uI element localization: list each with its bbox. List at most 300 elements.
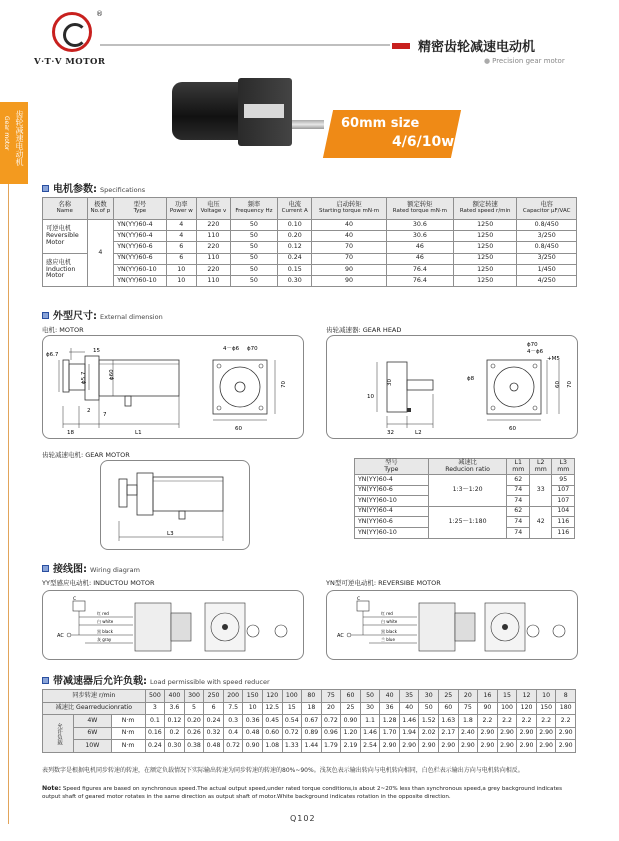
motor-photo-body bbox=[172, 82, 242, 140]
shaft-type-cell: YN(YY)60-4 bbox=[355, 506, 429, 517]
load-speed-label: 同步转速 r/min bbox=[43, 690, 146, 703]
shaft-header-cell bbox=[529, 459, 552, 475]
dim-label: 60 bbox=[555, 381, 561, 388]
load-value-cell: 2.90 bbox=[497, 740, 517, 753]
dim-label: 30 bbox=[387, 379, 393, 386]
load-power-row bbox=[43, 727, 576, 740]
gearhead-drawing bbox=[326, 335, 578, 439]
load-speed-cell: 100 bbox=[282, 690, 302, 703]
load-speed-cell: 80 bbox=[302, 690, 322, 703]
load-value-cell: 1.46 bbox=[360, 727, 380, 740]
specs-cell: 4 bbox=[166, 220, 196, 231]
table-row bbox=[355, 475, 575, 486]
specs-cell: 110 bbox=[197, 231, 231, 242]
load-power-row bbox=[43, 715, 576, 728]
footnote-en: Note: Speed figures are based on synchronous speed.The actual output speed,under rated torque conditions,is about 2~20% less than synchronous speed,a grey background indicates output shaft of geared motor rotates in the same direction as output shaft of motor.White background indicates rotation in the opposite direction. bbox=[42, 785, 562, 800]
svg-text:AC: AC bbox=[337, 633, 344, 639]
load-value-cell: 0.24 bbox=[204, 715, 224, 728]
dim-label: 32 bbox=[387, 430, 394, 436]
svg-text:白 white: 白 white bbox=[97, 619, 114, 624]
dim-label: ϕ60 bbox=[109, 369, 115, 380]
load-ratio-cell: 20 bbox=[321, 702, 341, 715]
shaft-type-cell: YN(YY)60-6 bbox=[355, 485, 429, 496]
shaft-ratio-cell: 1:25～1:180 bbox=[428, 506, 507, 538]
cell-cn: 频率 bbox=[247, 200, 261, 208]
specs-cell: 1250 bbox=[454, 242, 517, 253]
load-speed-row bbox=[43, 690, 576, 703]
dim-label: +M5 bbox=[547, 356, 560, 362]
specs-poles-cell: 4 bbox=[87, 220, 114, 287]
dim-label: 10 bbox=[367, 394, 374, 400]
specs-cell: 70 bbox=[312, 242, 386, 253]
cell-en: Type bbox=[384, 465, 399, 473]
load-value-cell: 2.2 bbox=[536, 715, 556, 728]
load-value-cell: 1.79 bbox=[321, 740, 341, 753]
specs-cell: 6 bbox=[166, 253, 196, 264]
load-speed-cell: 40 bbox=[380, 690, 400, 703]
shaft-l1-cell: 74 bbox=[507, 485, 530, 496]
specs-cell: 1250 bbox=[454, 231, 517, 242]
specs-cell: YN(YY)60-10 bbox=[114, 275, 166, 286]
specs-cell: 0.30 bbox=[278, 275, 312, 286]
svg-text:C: C bbox=[357, 597, 361, 602]
load-ratio-cell: 18 bbox=[302, 702, 322, 715]
gearmotor-caption: 齿轮减速电机: GEAR MOTOR bbox=[42, 451, 130, 459]
load-value-cell: 0.12 bbox=[165, 715, 185, 728]
load-ratio-cell: 150 bbox=[536, 702, 556, 715]
cell-en: No.of p bbox=[90, 208, 111, 215]
specs-cell: 1250 bbox=[454, 275, 517, 286]
load-value-cell: 2.90 bbox=[536, 727, 556, 740]
load-value-cell: 0.48 bbox=[204, 740, 224, 753]
cell-en: mm bbox=[512, 465, 525, 473]
specs-cell: 76.4 bbox=[386, 275, 453, 286]
load-speed-cell: 75 bbox=[321, 690, 341, 703]
registered-mark: ® bbox=[96, 10, 103, 18]
gearhead-caption: 齿轮减速器: GEAR HEAD bbox=[326, 326, 402, 334]
load-value-cell: 2.90 bbox=[399, 740, 419, 753]
specs-cell: 0.10 bbox=[278, 220, 312, 231]
section-square-icon bbox=[42, 677, 49, 684]
specs-header-cell bbox=[517, 198, 577, 220]
size-badge-line2: 4/6/10w bbox=[392, 134, 455, 150]
cell-en: mm bbox=[557, 465, 570, 473]
svg-text:灰 gray: 灰 gray bbox=[97, 637, 112, 642]
cell-en: Type bbox=[133, 208, 147, 215]
dim-label: 7 bbox=[103, 412, 107, 418]
cell-cn: L1 bbox=[514, 459, 522, 466]
dim-label: 70 bbox=[567, 381, 573, 388]
load-value-cell: 0.72 bbox=[321, 715, 341, 728]
load-value-cell: 2.90 bbox=[478, 740, 498, 753]
specs-cell: 50 bbox=[230, 275, 277, 286]
load-value-cell: 0.89 bbox=[302, 727, 322, 740]
load-value-cell: 0.32 bbox=[204, 727, 224, 740]
dim-label: ϕ8 bbox=[467, 376, 475, 382]
load-value-cell: 2.2 bbox=[497, 715, 517, 728]
table-row bbox=[43, 242, 577, 253]
load-value-cell: 0.90 bbox=[341, 715, 361, 728]
specs-cell: YN(YY)60-4 bbox=[114, 231, 166, 242]
load-value-cell: 1.20 bbox=[341, 727, 361, 740]
dim-label: ϕ5.7 bbox=[81, 371, 87, 384]
specs-name-text: 感应电机 bbox=[46, 258, 72, 266]
load-speed-cell: 12 bbox=[517, 690, 537, 703]
cell-cn: L2 bbox=[537, 459, 545, 466]
specs-cell: 1250 bbox=[454, 253, 517, 264]
load-value-cell: 0.96 bbox=[321, 727, 341, 740]
load-heading: 带减速器后允许负载: Load permissible with speed reducer bbox=[42, 672, 270, 687]
load-ratio-cell: 100 bbox=[497, 702, 517, 715]
load-value-cell: 1.52 bbox=[419, 715, 439, 728]
specs-cell: 90 bbox=[312, 275, 386, 286]
cell-en: Power w bbox=[169, 208, 193, 215]
specs-header-cell bbox=[87, 198, 114, 220]
specs-table bbox=[42, 197, 577, 287]
load-value-cell: 1.1 bbox=[360, 715, 380, 728]
load-value-cell: 2.54 bbox=[360, 740, 380, 753]
shaft-type-cell: YN(YY)60-10 bbox=[355, 527, 429, 538]
load-value-cell: 0.90 bbox=[243, 740, 263, 753]
load-value-cell: 1.33 bbox=[282, 740, 302, 753]
load-ratio-cell: 60 bbox=[439, 702, 459, 715]
load-value-cell: 1.28 bbox=[380, 715, 400, 728]
load-ratio-cell: 3 bbox=[145, 702, 165, 715]
specs-cell: 110 bbox=[197, 253, 231, 264]
specs-header-cell bbox=[454, 198, 517, 220]
load-value-cell: 2.19 bbox=[341, 740, 361, 753]
shaft-ratio-cell: 1:3～1:20 bbox=[428, 475, 507, 507]
header-rule bbox=[100, 44, 390, 46]
cell-cn: 极数 bbox=[94, 200, 107, 208]
specs-name-text: Induction bbox=[46, 265, 76, 273]
svg-text:C: C bbox=[73, 597, 77, 602]
specs-cell: 0.20 bbox=[278, 231, 312, 242]
specs-cell: 10 bbox=[166, 275, 196, 286]
load-value-cell: 0.30 bbox=[165, 740, 185, 753]
load-ratio-cell: 5 bbox=[184, 702, 204, 715]
page-number: Q102 bbox=[290, 814, 316, 823]
load-speed-cell: 250 bbox=[204, 690, 224, 703]
specs-cell: 0.15 bbox=[278, 264, 312, 275]
specs-cell: 46 bbox=[386, 242, 453, 253]
shaft-l3-cell: 116 bbox=[552, 517, 575, 528]
table-row bbox=[355, 506, 575, 517]
load-speed-cell: 20 bbox=[458, 690, 478, 703]
specs-cell: 30.6 bbox=[386, 220, 453, 231]
load-ratio-cell: 75 bbox=[458, 702, 478, 715]
specs-cell: 220 bbox=[197, 220, 231, 231]
load-value-cell: 0.36 bbox=[243, 715, 263, 728]
load-speed-cell: 150 bbox=[243, 690, 263, 703]
specs-name-text: Reversible bbox=[46, 231, 79, 239]
section-square-icon bbox=[42, 565, 49, 572]
load-speed-cell: 8 bbox=[556, 690, 576, 703]
wiring-right-diagram bbox=[326, 590, 578, 660]
shaft-type-cell: YN(YY)60-4 bbox=[355, 475, 429, 486]
load-speed-cell: 50 bbox=[360, 690, 380, 703]
table-row bbox=[43, 220, 577, 231]
specs-header-cell bbox=[278, 198, 312, 220]
specs-header-cell bbox=[166, 198, 196, 220]
load-unit: N·m bbox=[111, 727, 145, 740]
svg-text:黑 black: 黑 black bbox=[381, 629, 397, 634]
specs-header-cell bbox=[114, 198, 166, 220]
cell-cn: L3 bbox=[559, 459, 567, 466]
load-value-cell: 1.46 bbox=[399, 715, 419, 728]
specs-cell: 50 bbox=[230, 242, 277, 253]
dim-label: L3 bbox=[167, 531, 174, 537]
load-ratio-cell: 50 bbox=[419, 702, 439, 715]
svg-text:黑 black: 黑 black bbox=[97, 629, 113, 634]
cell-en: Reducion ratio bbox=[445, 465, 490, 473]
cell-en: Capacitor μF/VAC bbox=[522, 208, 571, 215]
specs-cell: 1250 bbox=[454, 264, 517, 275]
cell-cn: 额定转矩 bbox=[407, 200, 433, 208]
load-speed-cell: 60 bbox=[341, 690, 361, 703]
table-row bbox=[43, 253, 577, 264]
specs-cell: 10 bbox=[166, 264, 196, 275]
footnote-cn: 表列数字是根据电机同步转速的转速，在额定负载情况下实际输出转速为同步转速的转速的80%~90%。浅灰色表示输出转向与电机转向相同，白色栏表示输出方向与电机转向相反。 bbox=[42, 767, 524, 774]
table-row bbox=[43, 264, 577, 275]
load-value-cell: 2.90 bbox=[536, 740, 556, 753]
dimensions-heading: 外型尺寸: External dimension bbox=[42, 307, 163, 322]
load-ratio-cell: 180 bbox=[556, 702, 576, 715]
shaft-l3-cell: 95 bbox=[552, 475, 575, 486]
specs-cell: 40 bbox=[312, 220, 386, 231]
logo-mark-icon bbox=[52, 12, 92, 52]
specs-cell: 220 bbox=[197, 264, 231, 275]
dim-label: L1 bbox=[135, 430, 142, 436]
specs-cell: 4 bbox=[166, 231, 196, 242]
cell-en: Rated torque mN·m bbox=[392, 208, 447, 215]
load-value-cell: 0.2 bbox=[165, 727, 185, 740]
load-unit: N·m bbox=[111, 740, 145, 753]
load-ratio-cell: 120 bbox=[517, 702, 537, 715]
load-value-cell: 1.94 bbox=[399, 727, 419, 740]
section-square-icon bbox=[42, 312, 49, 319]
dim-label: 60 bbox=[509, 426, 516, 432]
specs-cell: YN(YY)60-6 bbox=[114, 242, 166, 253]
specs-name-text: Motor bbox=[46, 272, 65, 280]
load-ratio-cell: 12.5 bbox=[262, 702, 282, 715]
load-ratio-cell: 3.6 bbox=[165, 702, 185, 715]
shaft-l1-cell: 74 bbox=[507, 517, 530, 528]
specs-cell: 50 bbox=[230, 253, 277, 264]
cell-cn: 启动转矩 bbox=[336, 200, 362, 208]
load-value-cell: 0.4 bbox=[223, 727, 243, 740]
load-value-cell: 1.08 bbox=[262, 740, 282, 753]
gearmotor-drawing bbox=[100, 460, 250, 550]
svg-text:兰 blue: 兰 blue bbox=[381, 637, 395, 642]
wiring-heading: 接线图: Wiring diagram bbox=[42, 560, 140, 575]
load-value-cell: 1.63 bbox=[439, 715, 459, 728]
load-value-cell: 2.2 bbox=[517, 715, 537, 728]
dim-label: 15 bbox=[93, 348, 100, 354]
specs-name-cell bbox=[43, 220, 88, 254]
motor-photo-shaft bbox=[292, 120, 324, 129]
load-ratio-cell: 6 bbox=[204, 702, 224, 715]
specs-cell: 46 bbox=[386, 253, 453, 264]
cell-en: mm bbox=[534, 465, 547, 473]
load-value-cell: 0.3 bbox=[223, 715, 243, 728]
load-value-cell: 0.60 bbox=[262, 727, 282, 740]
specs-heading: 电机参数: Specifications bbox=[42, 180, 145, 195]
load-ratio-cell: 10 bbox=[243, 702, 263, 715]
specs-header-cell bbox=[197, 198, 231, 220]
load-speed-cell: 120 bbox=[262, 690, 282, 703]
specs-cell: 6 bbox=[166, 242, 196, 253]
load-value-cell: 2.90 bbox=[458, 740, 478, 753]
shaft-header-cell bbox=[507, 459, 530, 475]
specs-cell: 3/250 bbox=[517, 231, 577, 242]
load-speed-cell: 16 bbox=[478, 690, 498, 703]
load-value-cell: 2.2 bbox=[478, 715, 498, 728]
side-rule bbox=[8, 184, 9, 824]
cell-cn: 减速比 bbox=[458, 459, 477, 466]
load-value-cell: 2.90 bbox=[497, 727, 517, 740]
specs-cell: 50 bbox=[230, 220, 277, 231]
load-power-label: 10W bbox=[74, 740, 111, 753]
dim-label: ϕ70 bbox=[527, 342, 538, 348]
specs-cell: YN(YY)60-10 bbox=[114, 264, 166, 275]
header-accent bbox=[392, 43, 410, 49]
load-value-cell: 2.90 bbox=[419, 740, 439, 753]
svg-text:白 white: 白 white bbox=[381, 619, 398, 624]
specs-cell: YN(YY)60-6 bbox=[114, 253, 166, 264]
load-speed-cell: 200 bbox=[223, 690, 243, 703]
page-subtitle: ● Precision gear motor bbox=[484, 57, 565, 65]
load-value-cell: 2.90 bbox=[556, 740, 576, 753]
shaft-length-table bbox=[354, 458, 575, 539]
specs-header-cell bbox=[386, 198, 453, 220]
shaft-type-cell: YN(YY)60-10 bbox=[355, 496, 429, 507]
specs-cell: 1250 bbox=[454, 220, 517, 231]
specs-header-cell bbox=[230, 198, 277, 220]
wiring-left-diagram bbox=[42, 590, 304, 660]
specs-cell: 0.8/450 bbox=[517, 220, 577, 231]
load-speed-cell: 25 bbox=[439, 690, 459, 703]
load-value-cell: 2.02 bbox=[419, 727, 439, 740]
shaft-l1-cell: 62 bbox=[507, 475, 530, 486]
specs-cell: YN(YY)60-4 bbox=[114, 220, 166, 231]
load-value-cell: 0.72 bbox=[282, 727, 302, 740]
shaft-l1-cell: 74 bbox=[507, 496, 530, 507]
load-speed-cell: 15 bbox=[497, 690, 517, 703]
wiring-right-caption: YN型可逆电动机: REVERSIBE MOTOR bbox=[326, 579, 441, 587]
wiring-left-caption: YY型感应电动机: INDUCTOU MOTOR bbox=[42, 579, 155, 587]
shaft-l2-cell: 33 bbox=[529, 475, 552, 507]
shaft-header-cell bbox=[428, 459, 507, 475]
cell-cn: 电流 bbox=[288, 200, 302, 208]
svg-text:红 red: 红 red bbox=[97, 611, 109, 616]
load-value-cell: 0.26 bbox=[184, 727, 204, 740]
page-title: 精密齿轮减速电动机 bbox=[418, 40, 536, 55]
load-power-row bbox=[43, 740, 576, 753]
load-value-cell: 0.20 bbox=[184, 715, 204, 728]
specs-header-cell bbox=[43, 198, 88, 220]
specs-cell: 4/250 bbox=[517, 275, 577, 286]
specs-cell: 3/250 bbox=[517, 253, 577, 264]
cell-cn: 电容 bbox=[540, 200, 553, 208]
side-tab-cn: 齿轮减速电动机 bbox=[15, 110, 24, 166]
load-power-label: 6W bbox=[74, 727, 111, 740]
specs-cell: 70 bbox=[312, 253, 386, 264]
specs-cell: 1/450 bbox=[517, 264, 577, 275]
dim-label: 60 bbox=[235, 426, 242, 432]
specs-cell: 220 bbox=[197, 242, 231, 253]
specs-cell: 0.12 bbox=[278, 242, 312, 253]
motor-photo-label bbox=[244, 104, 284, 118]
specs-name-text: Motor bbox=[46, 238, 65, 246]
table-row bbox=[43, 231, 577, 242]
specs-cell: 50 bbox=[230, 264, 277, 275]
specs-cell: 76.4 bbox=[386, 264, 453, 275]
cell-en: Frequency Hz bbox=[235, 208, 273, 215]
specs-name-text: 可逆电机 bbox=[46, 225, 72, 233]
load-unit: N·m bbox=[111, 715, 145, 728]
shaft-l3-cell: 104 bbox=[552, 506, 575, 517]
section-square-icon bbox=[42, 185, 49, 192]
specs-cell: 50 bbox=[230, 231, 277, 242]
load-value-cell: 0.38 bbox=[184, 740, 204, 753]
brand-logo bbox=[34, 12, 114, 72]
shaft-l3-cell: 107 bbox=[552, 496, 575, 507]
dim-label: 4－ϕ6 bbox=[527, 349, 544, 355]
load-table bbox=[42, 689, 576, 753]
load-ratio-cell: 90 bbox=[478, 702, 498, 715]
side-tab-en: Gear motor bbox=[3, 116, 10, 151]
dim-label: ϕ70 bbox=[247, 346, 258, 352]
specs-cell: 0.24 bbox=[278, 253, 312, 264]
specs-cell: 110 bbox=[197, 275, 231, 286]
load-ratio-label: 减速比 Gearreducionratio bbox=[43, 702, 146, 715]
cell-cn: 功率 bbox=[175, 200, 188, 208]
cell-cn: 型号 bbox=[385, 459, 398, 466]
specs-name-cell bbox=[43, 253, 88, 287]
shaft-l3-cell: 107 bbox=[552, 485, 575, 496]
shaft-type-cell: YN(YY)60-6 bbox=[355, 517, 429, 528]
shaft-header-cell bbox=[552, 459, 575, 475]
load-value-cell: 2.90 bbox=[556, 727, 576, 740]
load-speed-cell: 300 bbox=[184, 690, 204, 703]
load-speed-cell: 10 bbox=[536, 690, 556, 703]
load-value-cell: 0.67 bbox=[302, 715, 322, 728]
load-ratio-cell: 7.5 bbox=[223, 702, 243, 715]
specs-header-cell bbox=[312, 198, 386, 220]
dim-label: 70 bbox=[281, 381, 287, 388]
dim-label: ϕ6.7 bbox=[46, 352, 59, 358]
load-ratio-cell: 40 bbox=[399, 702, 419, 715]
shaft-l1-cell: 62 bbox=[507, 506, 530, 517]
table-row bbox=[43, 275, 577, 286]
load-value-cell: 0.72 bbox=[223, 740, 243, 753]
specs-cell: 30.6 bbox=[386, 231, 453, 242]
motor-drawing bbox=[42, 335, 304, 439]
load-value-cell: 0.1 bbox=[145, 715, 165, 728]
load-value-cell: 2.90 bbox=[439, 740, 459, 753]
load-speed-cell: 500 bbox=[145, 690, 165, 703]
load-speed-cell: 400 bbox=[165, 690, 185, 703]
load-value-cell: 0.48 bbox=[243, 727, 263, 740]
load-ratio-cell: 25 bbox=[341, 702, 361, 715]
dim-label: 18 bbox=[67, 430, 74, 436]
cell-en: Current A bbox=[281, 208, 308, 215]
load-value-cell: 0.24 bbox=[145, 740, 165, 753]
load-value-cell: 0.54 bbox=[282, 715, 302, 728]
load-group-label: 允许负载 bbox=[43, 715, 74, 753]
cell-en: Starting torque mN·m bbox=[319, 208, 380, 215]
